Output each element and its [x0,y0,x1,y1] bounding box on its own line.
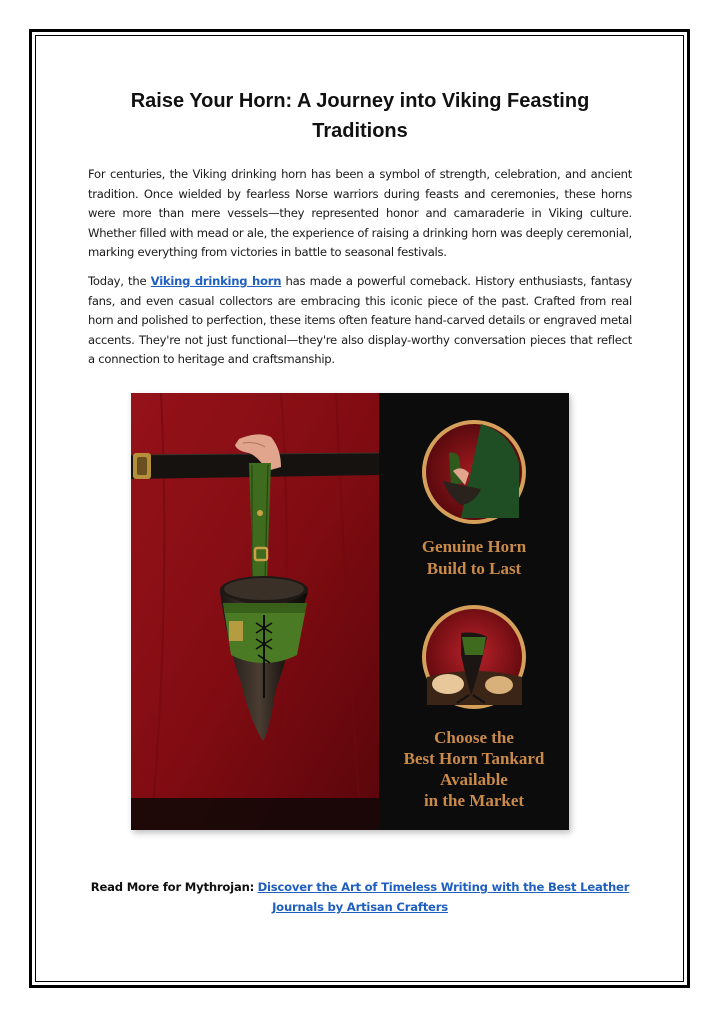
read-more-section [88,878,632,917]
intro-paragraph: For centuries, the Viking drinking horn has been a symbol of strength, celebration, and ancient tradition. Once wielded by fearless Norse warriors during feasts and ceremonies, these horns were more than mere vessels—they represented honor and camaraderie in Viking culture. Whether filled with mead or ale, the experience of raising a drinking horn was deeply ceremonial, marking everything from victories in battle to seasonal festivals. [88,167,632,260]
read-more-link[interactable]: Discover the Art of Timeless Writing with the Best Leather Journals by Artisan Crafters [257,880,630,914]
second-paragraph [88,272,632,370]
page-title: Raise Your Horn: A Journey into Viking Feasting Traditions [130,90,590,142]
product-illustration [131,393,569,830]
tagline-choose-the: Choose the [434,728,514,747]
paragraph2-text-start: Today, the [88,274,151,288]
product-image [131,393,569,830]
tagline-in-the-market: in the Market [423,791,525,810]
read-more-label: Read More for Mythrojan: [90,880,255,894]
tagline-genuine-horn: Genuine Horn [421,537,527,556]
paragraph2-text-end: has made a powerful comeback. History enthusiasts, fantasy fans, and even casual collectors are embracing this iconic piece of the past. Crafted from real horn and polished to perfection, these items often feature hand-carved details or engraved metal accents. They're not just functional—they're also display-worthy conversation pieces that reflect a connection to heritage and craftsmanship. [88,274,632,367]
tagline-available: Available [440,770,508,789]
horn-photo-circle-top [422,420,526,524]
tagline-best-horn-tankard: Best Horn Tankard [403,749,545,768]
viking-drinking-horn-link[interactable]: Viking drinking horn [150,274,282,288]
tagline-build-to-last: Build to Last [426,559,522,578]
horn-photo-circle-bottom [422,605,526,709]
